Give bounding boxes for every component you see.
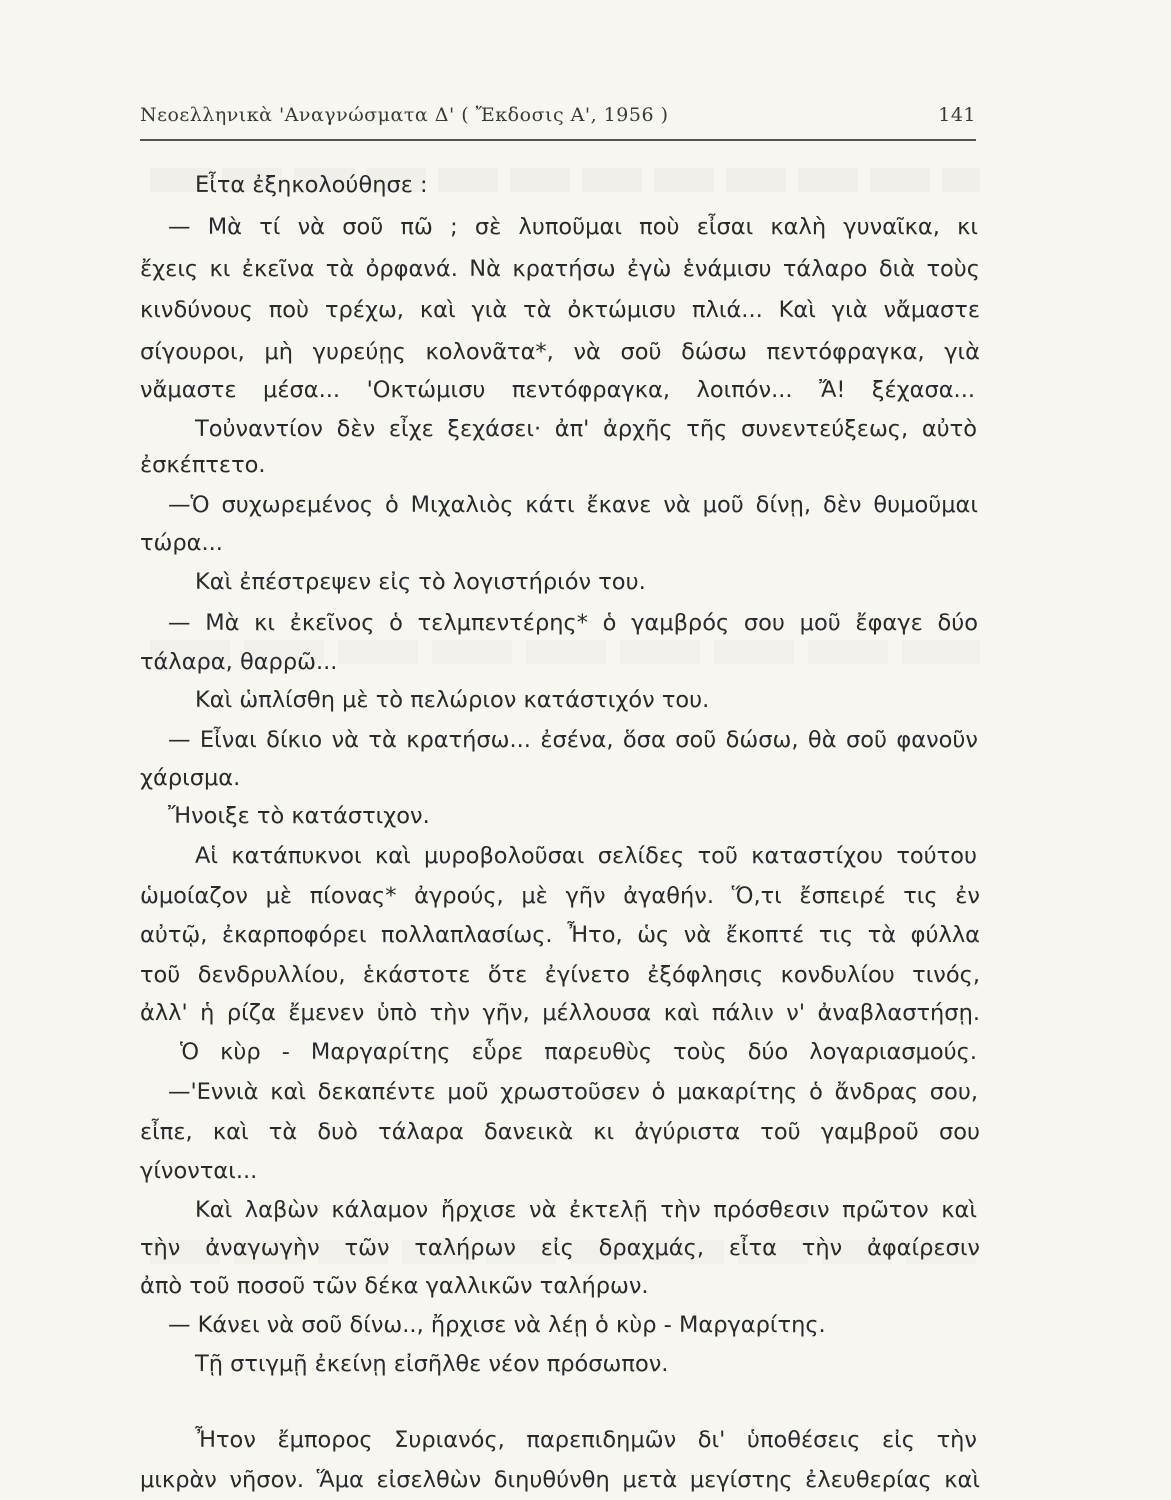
text-line: — Κάνει νὰ σοῦ δίνω.., ἤρχισε νὰ λέῃ ὁ κὺρ - Μαργαρίτης. (168, 1312, 826, 1338)
text-line: χάρισμα. (140, 765, 241, 791)
text-line: γίνονται... (140, 1158, 258, 1184)
header-rule (140, 139, 976, 141)
running-header (140, 100, 976, 132)
text-line: νἄμαστε μέσα... 'Οκτώμισυ πεντόφραγκα, λοιπόν... Ἄ! ξέχασα... (140, 377, 975, 403)
text-line: Τῇ στιγμῇ ἐκείνῃ εἰσῆλθε νέον πρόσωπον. (195, 1351, 669, 1377)
text-line: ἔχεις κι ἐκεῖνα τὰ ὀρφανά. Νὰ κρατήσω ἐγὼ ἑνάμισυ τάλαρο διὰ τοὺς (140, 256, 980, 282)
text-line: — Εἶναι δίκιο νὰ τὰ κρατήσω... ἐσένα, ὅσα σοῦ δώσω, θὰ σοῦ φανοῦν (168, 727, 978, 753)
text-line: σίγουροι, μὴ γυρεύῃς κολονᾶτα*, νὰ σοῦ δώσω πεντόφραγκα, γιὰ (140, 339, 980, 365)
text-line: Καὶ ἐπέστρεψεν εἰς τὸ λογιστήριόν του. (195, 569, 646, 595)
text-line: Ἦτον ἔμπορος Συριανός, παρεπιδημῶν δι' ὑποθέσεις εἰς τὴν (195, 1427, 977, 1453)
text-line: —Ὁ συχωρεμένος ὁ Μιχαλιὸς κάτι ἔκανε νὰ μοῦ δίνῃ, δὲν θυμοῦμαι (168, 492, 978, 518)
text-line: —'Εννιὰ καὶ δεκαπέντε μοῦ χρωστοῦσεν ὁ μακαρίτης ὁ ἄνδρας σου, (168, 1079, 978, 1105)
text-line: — Μὰ κι ἐκεῖνος ὁ τελμπεντέρης* ὁ γαμβρός σου μοῦ ἔφαγε δύο (168, 610, 978, 636)
text-line: τάλαρα, θαρρῶ... (140, 649, 338, 675)
text-line: μικρὰν νῆσον. Ἅμα εἰσελθὼν διηυθύνθη μετὰ μεγίστης ἐλευθερίας καὶ (140, 1467, 980, 1493)
page-number: 141 (938, 104, 976, 126)
text-line: κινδύνους ποὺ τρέχω, καὶ γιὰ τὰ ὀκτώμισυ πλιά... Καὶ γιὰ νἄμαστε (140, 297, 980, 323)
text-line: ἐσκέπτετο. (140, 452, 266, 478)
text-line: ἀλλ' ἡ ρίζα ἔμενεν ὑπὸ τὴν γῆν, μέλλουσα καὶ πάλιν ν' ἀναβλαστήσῃ. (140, 1000, 980, 1026)
text-line: τώρα... (140, 530, 223, 556)
text-line: Ὁ κὺρ - Μαργαρίτης εὗρε παρευθὺς τοὺς δύο λογαριασμούς. (180, 1039, 977, 1065)
text-line: αὐτῷ, ἐκαρποφόρει πολλαπλασίως. Ἦτο, ὡς νὰ ἔκοπτέ τις τὰ φύλλα (140, 922, 980, 948)
text-line: Τοὐναντίον δὲν εἶχε ξεχάσει· ἀπ' ἀρχῆς τῆς συνεντεύξεως, αὐτὸ (195, 416, 977, 442)
text-line: ἀπὸ τοῦ ποσοῦ τῶν δέκα γαλλικῶν ταλήρων. (140, 1273, 649, 1299)
text-line: — Μὰ τί νὰ σοῦ πῶ ; σὲ λυποῦμαι ποὺ εἶσαι καλὴ γυναῖκα, κι (168, 214, 978, 240)
text-line: τὴν ἀναγωγὴν τῶν ταλήρων εἰς δραχμάς, εἶτα τὴν ἀφαίρεσιν (140, 1235, 980, 1261)
text-line: ὡμοίαζον μὲ πίονας* ἀγρούς, μὲ γῆν ἀγαθήν. Ὅ,τι ἔσπειρέ τις ἐν (140, 883, 980, 909)
text-line: Ἤνοιξε τὸ κατάστιχον. (168, 803, 430, 829)
text-line: εἶπε, καὶ τὰ δυὸ τάλαρα δανεικὰ κι ἀγύριστα τοῦ γαμβροῦ σου (140, 1119, 980, 1145)
text-line: Αἱ κατάπυκνοι καὶ μυροβολοῦσαι σελίδες τοῦ καταστίχου τούτου (195, 843, 977, 869)
text-line: Καὶ ὡπλίσθη μὲ τὸ πελώριον κατάστιχόν του. (195, 687, 710, 713)
text-line: Καὶ λαβὼν κάλαμον ἤρχισε νὰ ἐκτελῇ τὴν πρόσθεσιν πρῶτον καὶ (195, 1197, 977, 1223)
text-line: Εἶτα ἐξηκολούθησε : (195, 172, 428, 198)
text-line: τοῦ δενδρυλλίου, ἑκάστοτε ὅτε ἐγίνετο ἐξόφλησις κονδυλίου τινός, (140, 962, 980, 988)
book-title: Νεοελληνικὰ 'Αναγνώσματα Δ' ( Ἔκδοσις Α', 1956 ) (140, 104, 669, 126)
